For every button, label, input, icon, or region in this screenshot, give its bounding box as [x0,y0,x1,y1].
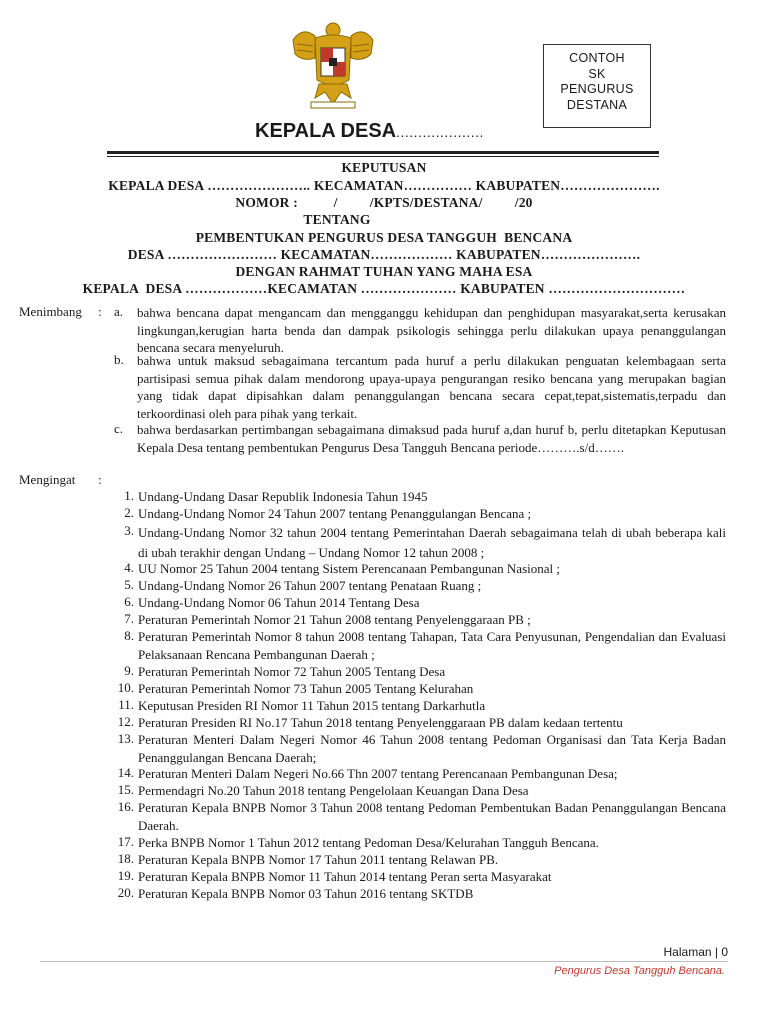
contoh-line: CONTOH [569,51,625,65]
menimbang-mark-b: b. [114,352,124,367]
law-item: Peraturan Menteri Dalam Negeri Nomor 46 Tahun 2008 tentang Pedoman Organisasi dan Tata Kerja Badan Penanggulangan Bencana Daerah; [138,732,726,765]
contoh-line: SK [588,66,606,81]
footer-divider [40,961,728,962]
keputusan-desa-line: DESA …………………… KECAMATAN……………… KABUPATEN…………………. [127,247,641,262]
letterhead-title-dots: .................... [396,124,484,140]
keputusan-subject: PEMBENTUKAN PENGURUS DESA TANGGUH BENCANA [195,230,573,245]
menimbang-mark-a: a. [114,304,124,319]
menimbang-mark-c: c. [114,421,124,436]
menimbang-label: Menimbang [19,304,82,319]
law-item: Undang-Undang Nomor 06 Tahun 2014 Tentang Desa [138,595,420,610]
law-item: Peraturan Pemerintah Nomor 21 Tahun 2008 tentang Penyelenggaraan PB ; [138,612,531,627]
law-item: Peraturan Kepala BNPB Nomor 11 Tahun 2014 tentang Peran serta Masyarakat [138,869,552,884]
law-number: 8. [124,628,134,643]
contoh-line: PENGURUS [560,82,634,96]
law-number: 5. [124,577,134,592]
law-item: Undang-Undang Nomor 32 tahun 2004 tentang Pemerintahan Daerah sebagaimana telah di ubah beberapa kali di ubah terakhir dengan Undang – Undang Nomor 12 tahun 2008 ; [138,525,726,560]
law-number: 10. [117,680,134,695]
law-item: Peraturan Pemerintah Nomor 73 Tahun 2005 Tentang Kelurahan [138,681,474,696]
keputusan-heading: KEPUTUSAN [341,160,427,175]
law-number: 1. [124,488,134,503]
menimbang-item-b: bahwa untuk maksud sebagaimana tercantum pada huruf a perlu dilakukan penguatan kelembagaan serta partisipasi semua pihak dalam mendorong upaya-upaya pengurangan resiko bencana yang merupakan bagian yang tidak dapat dipisahkan dalam penanggulangan bencana secara cepat,tepat,sistematis,terpadu dan terkoordinasi oleh para pihak yang terkait. [137,353,726,421]
mengingat-colon: : [98,472,102,487]
mengingat-label: Mengingat [19,472,76,487]
letterhead-rule-thick [107,151,659,154]
law-item: Peraturan Menteri Dalam Negeri No.66 Thn 2007 tentang Perencanaan Pembangunan Desa; [138,766,618,781]
law-number: 7. [124,611,134,626]
law-item: Peraturan Pemerintah Nomor 8 tahun 2008 tentang Tahapan, Tata Cara Penyusunan, Pengendalian dan Evaluasi Pelaksanaan Rencana Pembangunan Daerah ; [138,629,726,662]
law-number: 11. [118,697,134,712]
law-item: UU Nomor 25 Tahun 2004 tentang Sistem Perencanaan Pembangunan Nasional ; [138,561,560,576]
law-number: 2. [124,505,134,520]
law-item: Peraturan Kepala BNPB Nomor 17 Tahun 2011 tentang Relawan PB. [138,852,499,867]
law-number: 6. [124,594,134,609]
keputusan-kepala-line: KEPALA DESA ………………….. KECAMATAN…………… KABUPATEN…………………. [108,178,660,193]
menimbang-colon: : [98,304,102,319]
law-number: 3. [124,523,134,538]
law-item: Keputusan Presiden RI Nomor 11 Tahun 2015 tentang Darkarhutla [138,698,486,713]
menimbang-item-a: bahwa bencana dapat mengancam dan mengganggu kehidupan dan penghidupan masyarakat,serta kerusakan lingkungan,kerugian harta benda dan dampak psikologis sehingga perlu dilakukan upaya penanggulangan bencana secara menyeluruh. [137,305,726,356]
contoh-sk-box [543,44,651,128]
law-number: 17. [117,834,134,849]
law-item: Undang-Undang Nomor 24 Tahun 2007 tentang Penanggulangan Bencana ; [138,506,532,521]
law-number: 4. [124,560,134,575]
law-item: Peraturan Presiden RI No.17 Tahun 2018 tentang Penyelenggaraan PB dalam kedaan tertentu [138,715,623,730]
garuda-emblem-icon [285,18,381,114]
law-number: 19. [117,868,134,883]
keputusan-rahmat: DENGAN RAHMAT TUHAN YANG MAHA ESA [235,264,533,279]
keputusan-nomor-line: NOMOR : / /KPTS/DESTANA/ /20 [235,195,533,210]
letterhead-title-main: KEPALA DESA [255,120,397,142]
law-item: Perka BNPB Nomor 1 Tahun 2012 tentang Pedoman Desa/Kelurahan Tangguh Bencana. [138,835,599,850]
law-number: 14. [117,765,134,780]
footer-organization: Pengurus Desa Tangguh Bencana. [554,965,725,977]
page-number: Halaman | 0 [663,945,728,959]
law-number: 12. [117,714,134,729]
keputusan-kepala-desa-line: KEPALA DESA ………………KECAMATAN ………………… KABUPATEN ………………………… [82,281,686,296]
law-number: 13. [117,731,134,746]
law-number: 20. [117,885,134,900]
contoh-line: DESTANA [566,97,628,112]
keputusan-tentang: TENTANG [303,212,371,227]
law-item: Peraturan Kepala BNPB Nomor 03 Tahun 2016 tentang SKTDB [138,886,474,901]
law-number: 18. [117,851,134,866]
law-item: Permendagri No.20 Tahun 2018 tentang Pengelolaan Keuangan Dana Desa [138,783,529,798]
law-number: 16. [117,799,134,814]
law-number: 9. [124,663,134,678]
law-item: Undang-Undang Dasar Republik Indonesia Tahun 1945 [138,489,428,504]
law-item: Peraturan Kepala BNPB Nomor 3 Tahun 2008 tentang Pedoman Pembentukan Badan Penanggulangan Bencana Daerah. [138,800,726,833]
letterhead-rule-thin [107,156,659,157]
law-number: 15. [117,782,134,797]
law-item: Undang-Undang Nomor 26 Tahun 2007 tentang Penataan Ruang ; [138,578,482,593]
menimbang-item-c: bahwa berdasarkan pertimbangan sebagaimana dimaksud pada huruf a,dan huruf b, perlu ditetapkan Keputusan Kepala Desa tentang pembentukan Pengurus Desa Tangguh Bencana periode……….s/d……. [137,422,726,455]
letterhead-title [255,120,484,143]
law-item: Peraturan Pemerintah Nomor 72 Tahun 2005 Tentang Desa [138,664,446,679]
